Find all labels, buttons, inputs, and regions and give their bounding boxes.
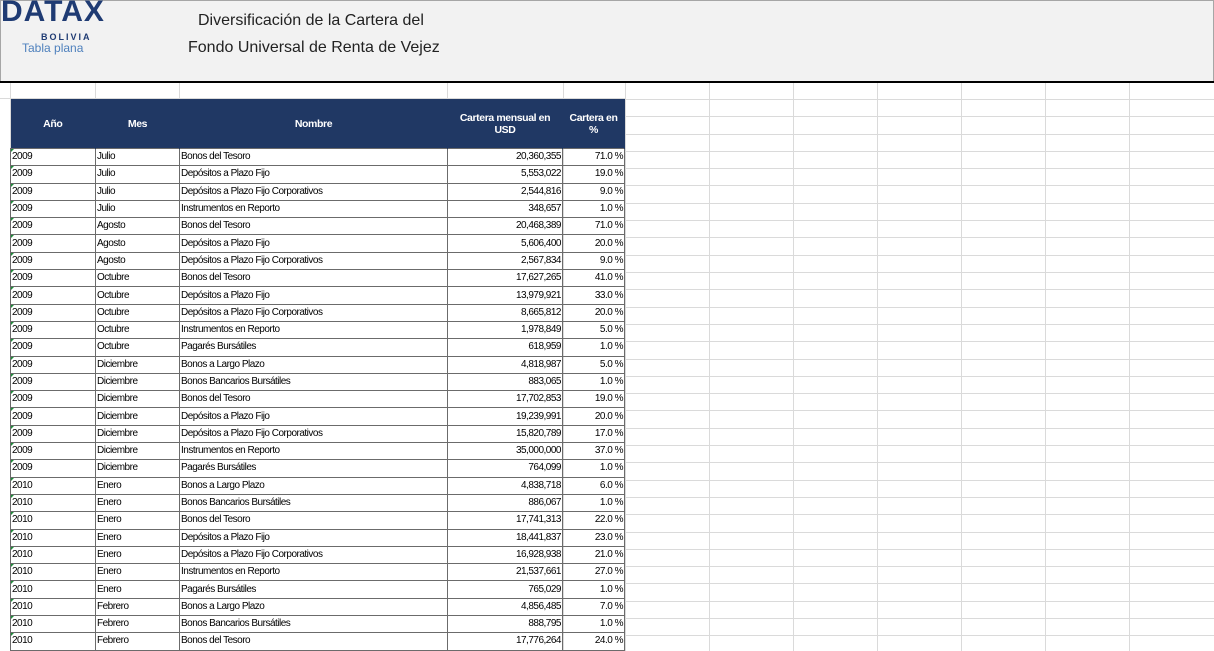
- grid-row-line: [625, 618, 1214, 619]
- table-row: [11, 529, 625, 546]
- cell-year[interactable]: 2010: [11, 633, 96, 650]
- cell-name[interactable]: Bonos Bancarios Bursátiles: [180, 616, 448, 633]
- cell-year[interactable]: 2010: [11, 616, 96, 633]
- table-row: [11, 270, 625, 287]
- cell-percent[interactable]: 6.0 %: [563, 477, 625, 494]
- cell-name[interactable]: Instrumentos en Reporto: [180, 321, 448, 338]
- grid-row-line: [625, 134, 1214, 135]
- table-row: [11, 166, 625, 183]
- cell-month[interactable]: Enero: [96, 529, 180, 546]
- cell-name[interactable]: Bonos Bancarios Bursátiles: [180, 373, 448, 390]
- cell-usd[interactable]: 883,065: [448, 373, 563, 390]
- grid-row-line: [625, 445, 1214, 446]
- cell-year[interactable]: 2009: [11, 270, 96, 287]
- cell-year[interactable]: 2009: [11, 166, 96, 183]
- cell-percent[interactable]: 20.0 %: [563, 235, 625, 252]
- cell-month[interactable]: Febrero: [96, 616, 180, 633]
- cell-usd[interactable]: 17,702,853: [448, 391, 563, 408]
- grid-row-line: [625, 583, 1214, 584]
- table-row: [11, 391, 625, 408]
- cell-usd[interactable]: 8,665,812: [448, 304, 563, 321]
- table-row: [11, 218, 625, 235]
- grid-row-line: [625, 151, 1214, 152]
- grid-row-line: [625, 185, 1214, 186]
- cell-name[interactable]: Depósitos a Plazo Fijo: [180, 408, 448, 425]
- table-row: [11, 581, 625, 598]
- cell-percent[interactable]: 5.0 %: [563, 356, 625, 373]
- table-row: [11, 425, 625, 442]
- table-row: [11, 200, 625, 217]
- cell-name[interactable]: Depósitos a Plazo Fijo Corporativos: [180, 546, 448, 563]
- logo-subtitle: BOLIVIA: [41, 32, 92, 42]
- cell-usd[interactable]: 886,067: [448, 494, 563, 511]
- table-row: [11, 633, 625, 650]
- table-row: [11, 252, 625, 269]
- cell-name[interactable]: Depósitos a Plazo Fijo: [180, 287, 448, 304]
- cell-month[interactable]: Julio: [96, 166, 180, 183]
- cell-year[interactable]: 2009: [11, 218, 96, 235]
- cell-year[interactable]: 2009: [11, 356, 96, 373]
- cell-usd[interactable]: 2,567,834: [448, 252, 563, 269]
- cell-usd[interactable]: 4,838,718: [448, 477, 563, 494]
- cell-percent[interactable]: 1.0 %: [563, 460, 625, 477]
- cell-month[interactable]: Agosto: [96, 252, 180, 269]
- portfolio-table: [10, 99, 625, 651]
- cell-percent[interactable]: 41.0 %: [563, 270, 625, 287]
- cell-percent[interactable]: 19.0 %: [563, 166, 625, 183]
- grid-row-line: [625, 307, 1214, 308]
- table-row: [11, 460, 625, 477]
- cell-year[interactable]: 2009: [11, 287, 96, 304]
- cell-percent[interactable]: 27.0 %: [563, 564, 625, 581]
- grid-row-line: [625, 549, 1214, 550]
- cell-year[interactable]: 2009: [11, 391, 96, 408]
- table-header-row: [11, 99, 625, 149]
- cell-percent[interactable]: 71.0 %: [563, 218, 625, 235]
- grid-row-line: [625, 376, 1214, 377]
- cell-month[interactable]: Diciembre: [96, 460, 180, 477]
- cell-percent[interactable]: 1.0 %: [563, 373, 625, 390]
- grid-row-line: [625, 289, 1214, 290]
- cell-name[interactable]: Bonos del Tesoro: [180, 218, 448, 235]
- cell-usd[interactable]: 13,979,921: [448, 287, 563, 304]
- grid-row-line: [625, 237, 1214, 238]
- cell-name[interactable]: Bonos del Tesoro: [180, 391, 448, 408]
- cell-year[interactable]: 2010: [11, 512, 96, 529]
- cell-year[interactable]: 2009: [11, 235, 96, 252]
- report-title-line1: Diversificación de la Cartera del: [198, 12, 424, 29]
- cell-usd[interactable]: 4,856,485: [448, 598, 563, 615]
- cell-usd[interactable]: 16,928,938: [448, 546, 563, 563]
- cell-month[interactable]: Octubre: [96, 270, 180, 287]
- table-row: [11, 287, 625, 304]
- cell-month[interactable]: Febrero: [96, 633, 180, 650]
- cell-month[interactable]: Diciembre: [96, 408, 180, 425]
- cell-name[interactable]: Bonos del Tesoro: [180, 149, 448, 166]
- cell-usd[interactable]: 348,657: [448, 200, 563, 217]
- cell-percent[interactable]: 9.0 %: [563, 183, 625, 200]
- cell-month[interactable]: Octubre: [96, 339, 180, 356]
- table-row: [11, 443, 625, 460]
- col-header-percent[interactable]: Cartera en %: [563, 99, 625, 149]
- cell-name[interactable]: Bonos Bancarios Bursátiles: [180, 494, 448, 511]
- cell-usd[interactable]: 5,553,022: [448, 166, 563, 183]
- cell-name[interactable]: Bonos a Largo Plazo: [180, 598, 448, 615]
- cell-percent[interactable]: 24.0 %: [563, 633, 625, 650]
- cell-name[interactable]: Pagarés Bursátiles: [180, 460, 448, 477]
- cell-year[interactable]: 2009: [11, 183, 96, 200]
- col-header-month[interactable]: Mes: [96, 99, 180, 149]
- cell-month[interactable]: Diciembre: [96, 373, 180, 390]
- cell-month[interactable]: Enero: [96, 512, 180, 529]
- cell-usd[interactable]: 21,537,661: [448, 564, 563, 581]
- cell-percent[interactable]: 37.0 %: [563, 443, 625, 460]
- cell-name[interactable]: Bonos del Tesoro: [180, 270, 448, 287]
- datax-logo: DATAX: [1, 0, 105, 28]
- cell-name[interactable]: Pagarés Bursátiles: [180, 339, 448, 356]
- cell-usd[interactable]: 888,795: [448, 616, 563, 633]
- cell-percent[interactable]: 9.0 %: [563, 252, 625, 269]
- cell-month[interactable]: Enero: [96, 546, 180, 563]
- cell-usd[interactable]: 17,627,265: [448, 270, 563, 287]
- cell-year[interactable]: 2010: [11, 564, 96, 581]
- cell-month[interactable]: Octubre: [96, 321, 180, 338]
- cell-usd[interactable]: 18,441,837: [448, 529, 563, 546]
- cell-year[interactable]: 2009: [11, 252, 96, 269]
- grid-row-line: [625, 116, 1214, 117]
- cell-month[interactable]: Agosto: [96, 218, 180, 235]
- cell-name[interactable]: Bonos a Largo Plazo: [180, 356, 448, 373]
- cell-percent[interactable]: 71.0 %: [563, 149, 625, 166]
- cell-year[interactable]: 2009: [11, 460, 96, 477]
- cell-percent[interactable]: 21.0 %: [563, 546, 625, 563]
- cell-month[interactable]: Diciembre: [96, 425, 180, 442]
- cell-usd[interactable]: 4,818,987: [448, 356, 563, 373]
- cell-percent[interactable]: 1.0 %: [563, 616, 625, 633]
- cell-month[interactable]: Diciembre: [96, 356, 180, 373]
- cell-name[interactable]: Depósitos a Plazo Fijo: [180, 529, 448, 546]
- cell-name[interactable]: Bonos del Tesoro: [180, 512, 448, 529]
- cell-month[interactable]: Diciembre: [96, 443, 180, 460]
- cell-usd[interactable]: 17,741,313: [448, 512, 563, 529]
- cell-year[interactable]: 2010: [11, 546, 96, 563]
- grid-row-line: [625, 428, 1214, 429]
- cell-year[interactable]: 2009: [11, 408, 96, 425]
- report-title-line2: Fondo Universal de Renta de Vejez: [188, 39, 440, 56]
- cell-name[interactable]: Instrumentos en Reporto: [180, 443, 448, 460]
- cell-name[interactable]: Bonos a Largo Plazo: [180, 477, 448, 494]
- table-row: [11, 564, 625, 581]
- cell-name[interactable]: Depósitos a Plazo Fijo Corporativos: [180, 304, 448, 321]
- table-row: [11, 598, 625, 615]
- col-header-usd[interactable]: Cartera mensual en USD: [448, 99, 563, 149]
- grid-row-line: [625, 514, 1214, 515]
- cell-name[interactable]: Depósitos a Plazo Fijo Corporativos: [180, 425, 448, 442]
- cell-name[interactable]: Depósitos a Plazo Fijo: [180, 166, 448, 183]
- cell-name[interactable]: Pagarés Bursátiles: [180, 581, 448, 598]
- cell-name[interactable]: Depósitos a Plazo Fijo Corporativos: [180, 183, 448, 200]
- cell-year[interactable]: 2009: [11, 304, 96, 321]
- grid-row-line: [625, 99, 1214, 100]
- cell-year[interactable]: 2010: [11, 477, 96, 494]
- cell-year[interactable]: 2009: [11, 425, 96, 442]
- cell-usd[interactable]: 17,776,264: [448, 633, 563, 650]
- cell-month[interactable]: Julio: [96, 183, 180, 200]
- cell-month[interactable]: Enero: [96, 477, 180, 494]
- grid-row-line: [625, 393, 1214, 394]
- cell-percent[interactable]: 1.0 %: [563, 200, 625, 217]
- cell-year[interactable]: 2009: [11, 339, 96, 356]
- cell-month[interactable]: Febrero: [96, 598, 180, 615]
- cell-percent[interactable]: 1.0 %: [563, 581, 625, 598]
- grid-row-line: [625, 272, 1214, 273]
- cell-usd[interactable]: 19,239,991: [448, 408, 563, 425]
- table-row: [11, 373, 625, 390]
- col-header-year[interactable]: Año: [11, 99, 96, 149]
- cell-month[interactable]: Julio: [96, 149, 180, 166]
- table-row: [11, 616, 625, 633]
- cell-percent[interactable]: 22.0 %: [563, 512, 625, 529]
- table-row: [11, 512, 625, 529]
- cell-percent[interactable]: 23.0 %: [563, 529, 625, 546]
- cell-percent[interactable]: 7.0 %: [563, 598, 625, 615]
- grid-row-line: [625, 410, 1214, 411]
- table-row: [11, 546, 625, 563]
- cell-year[interactable]: 2010: [11, 529, 96, 546]
- cell-percent[interactable]: 1.0 %: [563, 494, 625, 511]
- grid-row-line: [625, 532, 1214, 533]
- cell-month[interactable]: Enero: [96, 494, 180, 511]
- table-row: [11, 356, 625, 373]
- table-row: [11, 183, 625, 200]
- grid-row-line: [625, 462, 1214, 463]
- grid-row-line: [625, 359, 1214, 360]
- cell-name[interactable]: Bonos del Tesoro: [180, 633, 448, 650]
- report-header: [0, 0, 1214, 82]
- cell-name[interactable]: Depósitos a Plazo Fijo Corporativos: [180, 252, 448, 269]
- grid-row-line: [625, 203, 1214, 204]
- cell-month[interactable]: Diciembre: [96, 391, 180, 408]
- cell-percent[interactable]: 19.0 %: [563, 391, 625, 408]
- grid-row-line: [625, 255, 1214, 256]
- cell-month[interactable]: Octubre: [96, 287, 180, 304]
- cell-year[interactable]: 2009: [11, 373, 96, 390]
- grid-row-line: [625, 324, 1214, 325]
- grid-row-line: [625, 601, 1214, 602]
- cell-usd[interactable]: 764,099: [448, 460, 563, 477]
- cell-year[interactable]: 2010: [11, 494, 96, 511]
- cell-percent[interactable]: 17.0 %: [563, 425, 625, 442]
- grid-row-line: [625, 635, 1214, 636]
- cell-name[interactable]: Depósitos a Plazo Fijo: [180, 235, 448, 252]
- cell-year[interactable]: 2010: [11, 598, 96, 615]
- cell-percent[interactable]: 20.0 %: [563, 304, 625, 321]
- cell-month[interactable]: Julio: [96, 200, 180, 217]
- cell-year[interactable]: 2009: [11, 443, 96, 460]
- cell-month[interactable]: Enero: [96, 581, 180, 598]
- cell-month[interactable]: Enero: [96, 564, 180, 581]
- cell-usd[interactable]: 20,360,355: [448, 149, 563, 166]
- col-header-name[interactable]: Nombre: [180, 99, 448, 149]
- cell-usd[interactable]: 765,029: [448, 581, 563, 598]
- cell-percent[interactable]: 20.0 %: [563, 408, 625, 425]
- cell-usd[interactable]: 618,959: [448, 339, 563, 356]
- grid-row-line: [625, 220, 1214, 221]
- cell-usd[interactable]: 15,820,789: [448, 425, 563, 442]
- cell-usd[interactable]: 2,544,816: [448, 183, 563, 200]
- grid-row-line: [625, 566, 1214, 567]
- table-row: [11, 321, 625, 338]
- cell-name[interactable]: Instrumentos en Reporto: [180, 200, 448, 217]
- table-row: [11, 408, 625, 425]
- table-row: [11, 477, 625, 494]
- table-row: [11, 149, 625, 166]
- cell-usd[interactable]: 20,468,389: [448, 218, 563, 235]
- cell-year[interactable]: 2009: [11, 149, 96, 166]
- grid-row-line: [625, 168, 1214, 169]
- table-row: [11, 339, 625, 356]
- grid-row-line: [625, 341, 1214, 342]
- cell-year[interactable]: 2009: [11, 200, 96, 217]
- table-row: [11, 494, 625, 511]
- cell-month[interactable]: Agosto: [96, 235, 180, 252]
- grid-row-line: [625, 497, 1214, 498]
- cell-percent[interactable]: 1.0 %: [563, 339, 625, 356]
- cell-percent[interactable]: 33.0 %: [563, 287, 625, 304]
- table-row: [11, 304, 625, 321]
- cell-year[interactable]: 2009: [11, 321, 96, 338]
- cell-name[interactable]: Instrumentos en Reporto: [180, 564, 448, 581]
- grid-row-line: [625, 480, 1214, 481]
- cell-percent[interactable]: 5.0 %: [563, 321, 625, 338]
- table-row: [11, 235, 625, 252]
- table-type-note: Tabla plana: [22, 41, 84, 55]
- cell-usd[interactable]: 1,978,849: [448, 321, 563, 338]
- cell-usd[interactable]: 35,000,000: [448, 443, 563, 460]
- cell-usd[interactable]: 5,606,400: [448, 235, 563, 252]
- cell-month[interactable]: Octubre: [96, 304, 180, 321]
- cell-year[interactable]: 2010: [11, 581, 96, 598]
